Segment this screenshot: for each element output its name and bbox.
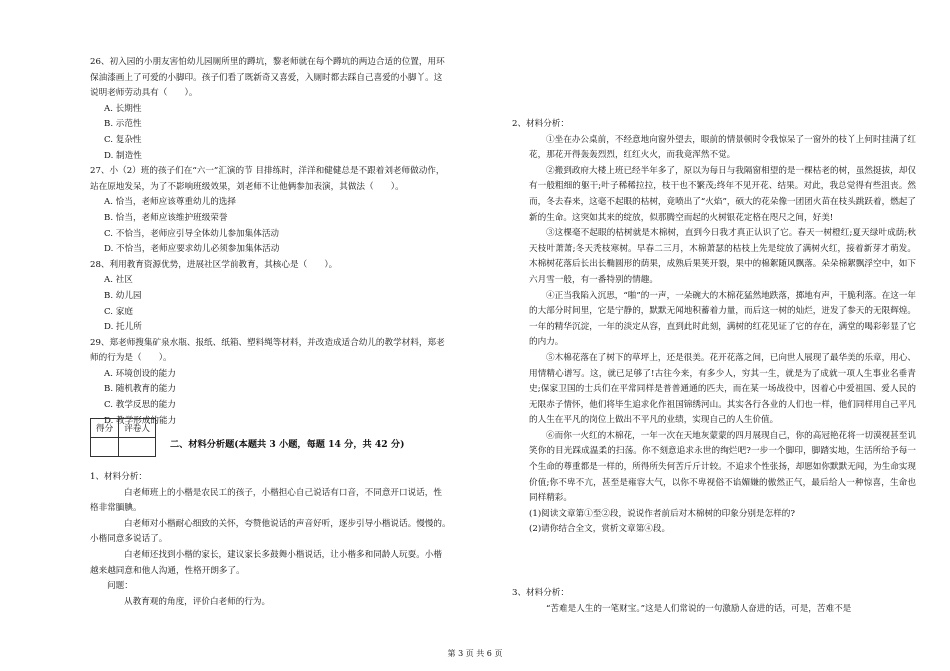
material-text: 白老师对小楷耐心细致的关怀，夸赞他说话的声音好听，逐步引导小楷说话。慢慢的。	[124, 518, 451, 529]
question-text: 从教育观的角度，评价白老师的行为。	[124, 596, 271, 607]
material-paragraph: ④正当我陷入沉思，“啪”的一声，一朵碗大的木棉花猛然地跌落，掷地有声，干脆利落。在这一年的大部分时间里，它是宁静的，默默无闻地积蓄着力量，而后这一树的灿烂，迸发了参天的无限辉煌。一年的精华沉淀，一年的淡定从容，直到此时此刻，满树的红花见证了它的存在，满堂的喝彩彰显了它的内力。	[529, 290, 916, 348]
option: A. 社区	[104, 275, 133, 286]
material-3	[512, 586, 916, 617]
option: B. 幼儿园	[104, 290, 142, 301]
question-text: 站在原地发呆，为了不影响班级效果，刘老师不让他俩参加表演，其做法（ ）。	[90, 181, 404, 192]
option: C. 不恰当，老师应引导全体幼儿参加集体活动	[104, 228, 280, 239]
material-text: 白老师还找到小楷的家长，建议家长多鼓舞小楷说话，让小楷多和同龄人玩耍。小楷	[124, 549, 442, 560]
option: D. 不恰当，老师应要求幼儿必须参加集体活动	[104, 244, 280, 255]
option: C. 复杂性	[104, 134, 142, 145]
option: B. 示范性	[104, 119, 142, 130]
score-box	[90, 418, 156, 457]
page-footer: 第 3 页 共 6 页	[447, 649, 503, 658]
question-text: 师的行为是（ ）。	[90, 353, 172, 364]
sub-question: (2)请你结合全文，赏析文章第④段。	[529, 524, 671, 535]
option: D. 制造性	[104, 150, 142, 161]
left-column	[90, 0, 494, 429]
section-title: 二、材料分析题(本题共 3 小题，每题 14 分，共 42 分)	[170, 439, 405, 450]
question-text: 26、初入园的小朋友害怕幼儿园厕所里的蹲坑，黎老师就在每个蹲坑的两边合适的位置，用环	[90, 57, 445, 67]
option: A. 环境创设的能力	[104, 368, 176, 379]
option: C. 家庭	[104, 306, 133, 317]
score-cell	[91, 438, 119, 457]
material-paragraph: ⑤木棉花落在了树下的草坪上，还是很美。花开花落之间，已向世人展现了最华美的乐章，用心、用情精心谱写。这，就已足够了!古往今来，有多少人，穷其一生，就是为了成就一项人生事业名垂青史;保家卫国的士兵们在平常同样是普普通通的匹夫，而在某一场战役中，因着心中爱祖国、爱人民的无限赤子情怀，他们将毕生追求化作祖国锦绣河山。其实各行各业的人们也一样，他们同样用自己平凡的人生在平凡的岗位上做出不平凡的业绩，实现自己的人生价值。	[529, 352, 916, 426]
material-text: 小楷同意多说话了。	[90, 534, 168, 545]
score-label: 得分	[91, 419, 119, 438]
question-text: 说明老师劳动具有（ ）。	[90, 88, 198, 99]
material-text: 白老师班上的小楷是农民工的孩子，小楷担心自己说话有口音，不同意开口说话，性	[124, 487, 442, 498]
right-column	[512, 117, 916, 538]
material-text: 越来越同意和他人沟通，性格开朗多了。	[90, 565, 245, 576]
option: B. 随机教育的能力	[104, 384, 176, 395]
question-text: 29、郑老师搜集矿泉水瓶、报纸、纸箱、塑料绳等材料，并改造成适合幼儿的教学材料，郑老	[90, 337, 445, 348]
question-label: 问题：	[107, 581, 133, 592]
question-28	[90, 258, 494, 336]
reviewer-label: 评卷人	[119, 419, 156, 438]
material-1	[90, 470, 494, 610]
material-heading: 2、材料分析：	[512, 119, 570, 129]
material-paragraph: ⑥而你一火红的木棉花，一年一次在天地灰蒙蒙的四月展现自己，你的高冠艳花将一切漠视甚至讥笑你的目光踩成温柔的扫荡。你不刻意追求永世的绚烂吧?一步一个脚印，脚踏实地，生活所给予每一个生命的尊重都是一样的，所得所失何苦斤斤计较。不追求个性张扬，却愿如你默默无闻，为生命实现价值;你不卑不亢，甚至是雍容大气，以你不卑视俗不谄媚嫌的傲然正气，最后给人一种惊喜，生命也同样精彩。	[529, 430, 916, 504]
material-heading: 3、材料分析：	[512, 588, 570, 598]
material-paragraph: ①坐在办公桌前，不经意地向窗外望去，眼前的情景顿时令我惊呆了一窗外的枝丫上何时挂满了红花，那花开得轰轰烈烈，红红火火，而我竟浑然不觉。	[529, 134, 916, 161]
material-paragraph: ③这棵毫不起眼的枯树就是木棉树，直到今日我才真正认识了它。春天一树橙红;夏天绿叶成荫;秋天枝叶萧萧;冬天秃枝寒树。早春二三月，木棉萧瑟的枯枝上先是绽放了满树火红，接着新芽才萌发。木棉树花落后长出长椭圆形的荫果，成熟后果荚开裂，果中的棉絮随风飘落。朵朵棉絮飘浮空中，如下六月雪一般，有一番特别的情趣。	[529, 228, 916, 285]
option: A. 恰当，老师应该尊重幼儿的选择	[104, 197, 236, 208]
material-text: 格非常腼腆。	[90, 503, 142, 514]
question-text: 28、利用教育资源优势，进展社区学前教育，其核心是（ ）。	[90, 259, 338, 270]
option: B. 恰当，老师应该维护班级荣誉	[104, 212, 228, 223]
option: D. 托儿所	[104, 322, 142, 333]
option: D. 教学形成的能力	[104, 415, 177, 426]
sub-question: (1)阅读文章第①至②段，说说作者前后对木棉树的印象分别是怎样的?	[529, 508, 796, 519]
question-text: 27、小（2）班的孩子们在“六一”汇演的节 目排练时，洋洋和健健总是不跟着刘老师做动作，	[90, 166, 445, 177]
question-text: 保油漆画上了可爱的小脚印。孩子们看了既新奇又喜爱，入厕时都去踩自己喜爱的小脚丫。这	[90, 72, 443, 83]
reviewer-cell	[119, 438, 156, 457]
material-text: “苦难是人生的一笔财宝。”这是人们常说的一句激励人奋进的话，可是，苦难不是	[546, 603, 852, 614]
material-heading: 1、材料分析：	[90, 472, 148, 482]
option: C. 教学反思的能力	[104, 400, 176, 411]
question-29	[90, 336, 494, 430]
question-27	[90, 164, 494, 258]
question-26	[90, 55, 494, 164]
material-paragraph: ②搬到政府大楼上班已经半年多了，原以为每日与我隔窗相望的是一棵枯老的树，虽然挺拔，却仅有一般粗细的躯干;叶子稀稀拉拉，枝干也不繁茂;终年不见开花、结果。对此，我总觉得有些沮丧。然而，冬去春来，这毫不起眼的枯树，竟喷出了“火焰”，硕大的花朵像一团团火苗在枝头跳跃着，燃起了新的生命。这突如其来的绽放，似那腾空而起的火树银花定格在咫尺之间，好美!	[529, 165, 916, 223]
option: A. 长期性	[104, 103, 142, 114]
